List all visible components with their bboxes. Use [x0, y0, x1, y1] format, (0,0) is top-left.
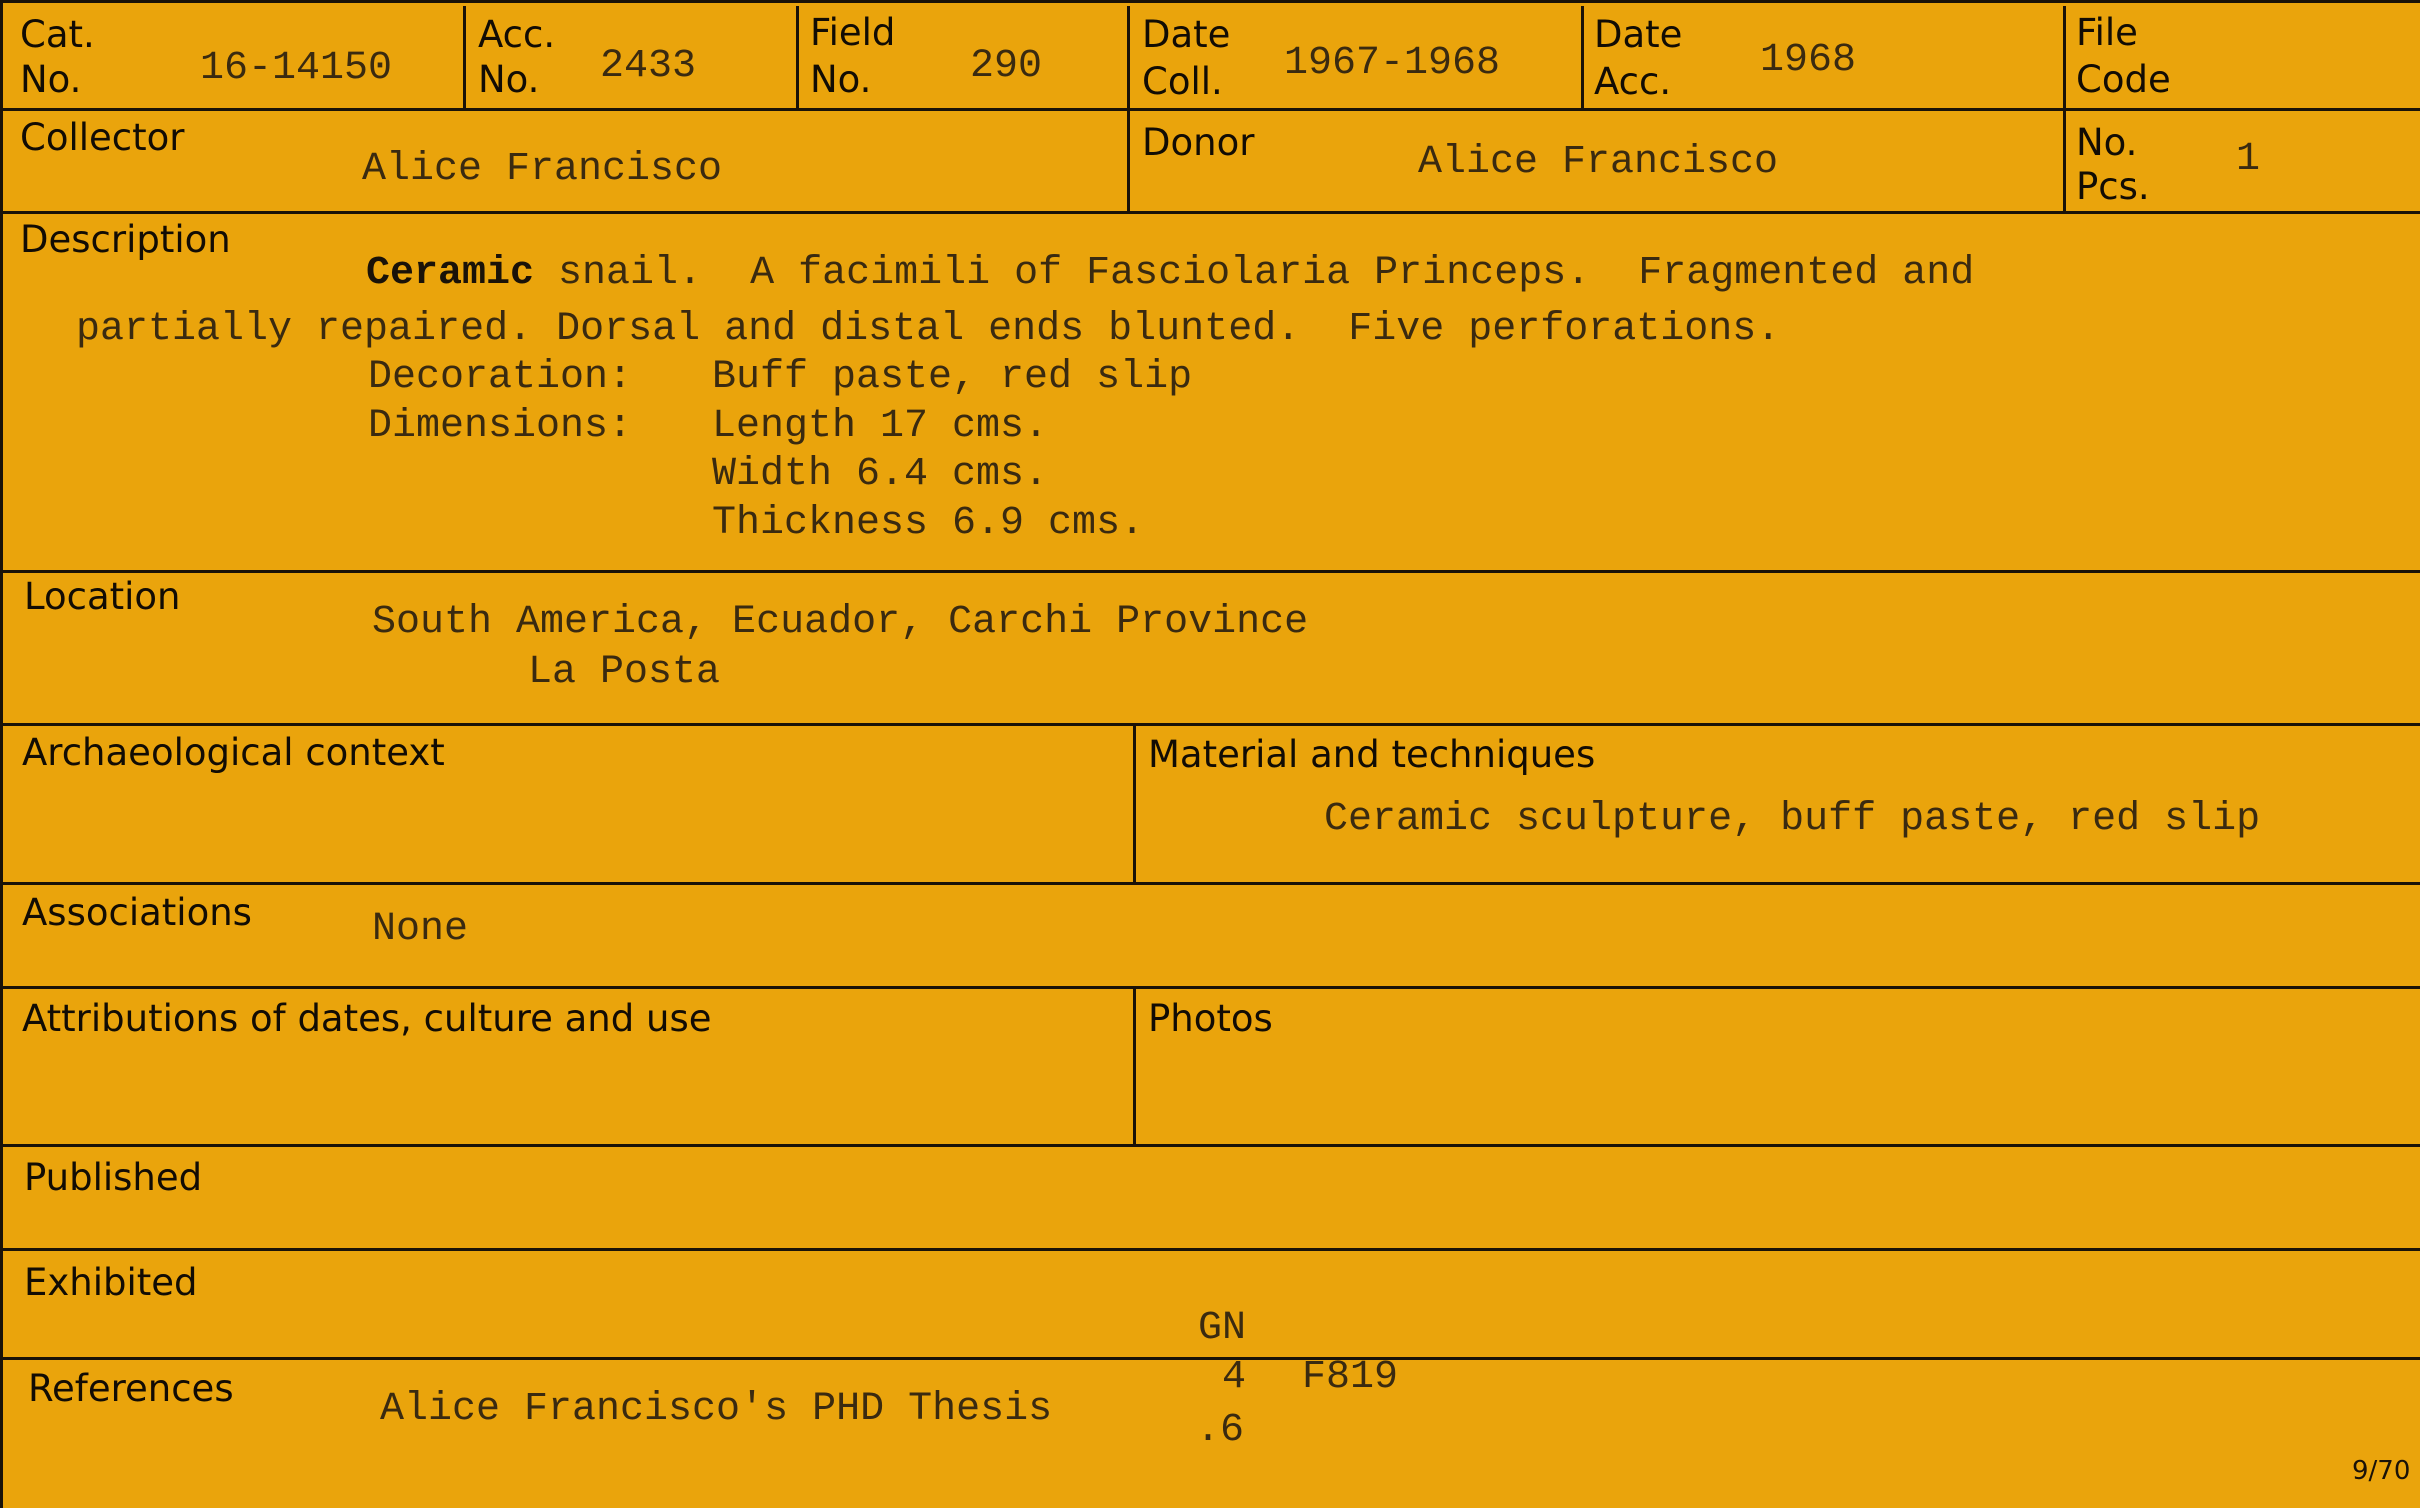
description-lead-word: Ceramic	[366, 251, 535, 296]
divider-acc-field	[796, 6, 799, 108]
associations-label: Associations	[22, 891, 252, 934]
divider-associations	[0, 986, 2420, 989]
description-line-1	[366, 249, 1974, 298]
references-label: References	[28, 1367, 234, 1410]
collector-value: Alice Francisco	[362, 147, 723, 192]
decoration-value: Buff paste, red slip	[712, 355, 1193, 400]
date-acc-label: Date	[1594, 13, 1683, 56]
location-line-1: South America, Ecuador, Carchi Province	[372, 600, 1309, 645]
top-border	[0, 0, 2420, 3]
cat-label: Cat.	[20, 13, 95, 56]
field-label: Field	[810, 11, 896, 54]
field-no-value: 290	[970, 44, 1043, 89]
reference-code-f819: F819	[1302, 1355, 1399, 1400]
divider-date-date	[1581, 6, 1584, 108]
date-coll-label-2: Coll.	[1142, 60, 1223, 103]
date-coll-label: Date	[1142, 13, 1231, 56]
location-label: Location	[24, 575, 181, 618]
reference-code-gn: GN	[1198, 1306, 1247, 1351]
acc-no-value: 2433	[600, 44, 697, 89]
divider-date-file	[2063, 6, 2066, 211]
material-value: Ceramic sculpture, buff paste, red slip	[1324, 797, 2261, 842]
dimension-length: Length 17 cms.	[712, 404, 1049, 449]
description-label: Description	[20, 218, 231, 261]
acc-label: Acc.	[478, 13, 556, 56]
divider-field-date	[1127, 6, 1130, 211]
dimensions-label: Dimensions:	[368, 404, 633, 449]
cat-no-value: 16-14150	[200, 46, 393, 91]
location-line-2: La Posta	[528, 650, 721, 695]
date-acc-value: 1968	[1760, 38, 1857, 83]
dimension-width: Width 6.4 cms.	[712, 452, 1049, 497]
divider-context	[0, 882, 2420, 885]
date-acc-label-2: Acc.	[1594, 60, 1672, 103]
file-code-label: Code	[2076, 58, 2171, 101]
divider-attributions	[0, 1144, 2420, 1147]
attributions-label: Attributions of dates, culture and use	[22, 997, 712, 1040]
associations-value: None	[372, 907, 469, 952]
field-no-label: No.	[810, 58, 872, 101]
references-value: Alice Francisco's PHD Thesis	[380, 1387, 1053, 1432]
photos-label: Photos	[1148, 997, 1273, 1040]
divider-published	[0, 1248, 2420, 1251]
donor-label: Donor	[1142, 121, 1255, 164]
divider-collector	[0, 211, 2420, 214]
pieces-no-label: No.	[2076, 121, 2138, 164]
divider-cat-acc	[463, 6, 466, 108]
archaeological-context-label: Archaeological context	[22, 731, 445, 774]
cat-no-label: No.	[20, 58, 82, 101]
description-line-2: partially repaired. Dorsal and distal ends blunted. Five perforations.	[76, 307, 1781, 352]
divider-exhibited	[0, 1357, 2420, 1360]
file-label: File	[2076, 11, 2138, 54]
left-border	[0, 0, 3, 1508]
divider-description	[0, 570, 2420, 573]
divider-header	[0, 108, 2420, 111]
dimension-thickness: Thickness 6.9 cms.	[712, 501, 1145, 546]
reference-code-4: 4	[1222, 1355, 1247, 1400]
published-label: Published	[24, 1156, 203, 1199]
pieces-pcs-label: Pcs.	[2076, 165, 2150, 208]
description-line-1-rest: snail. A facimili of Fasciolaria Princeps. Fragmented and	[534, 251, 1975, 296]
material-label: Material and techniques	[1148, 733, 1596, 776]
collector-label: Collector	[20, 116, 185, 159]
date-coll-value: 1967-1968	[1284, 41, 1501, 86]
divider-attributions-photos	[1133, 986, 1136, 1144]
form-code: 9/70	[2352, 1456, 2411, 1486]
pieces-value: 1	[2236, 137, 2261, 182]
exhibited-label: Exhibited	[24, 1261, 198, 1304]
donor-value: Alice Francisco	[1418, 140, 1779, 185]
divider-location	[0, 723, 2420, 726]
decoration-label: Decoration:	[368, 355, 633, 400]
divider-context-material	[1133, 723, 1136, 882]
reference-code-6: .6	[1196, 1408, 1245, 1453]
acc-no-label: No.	[478, 58, 540, 101]
